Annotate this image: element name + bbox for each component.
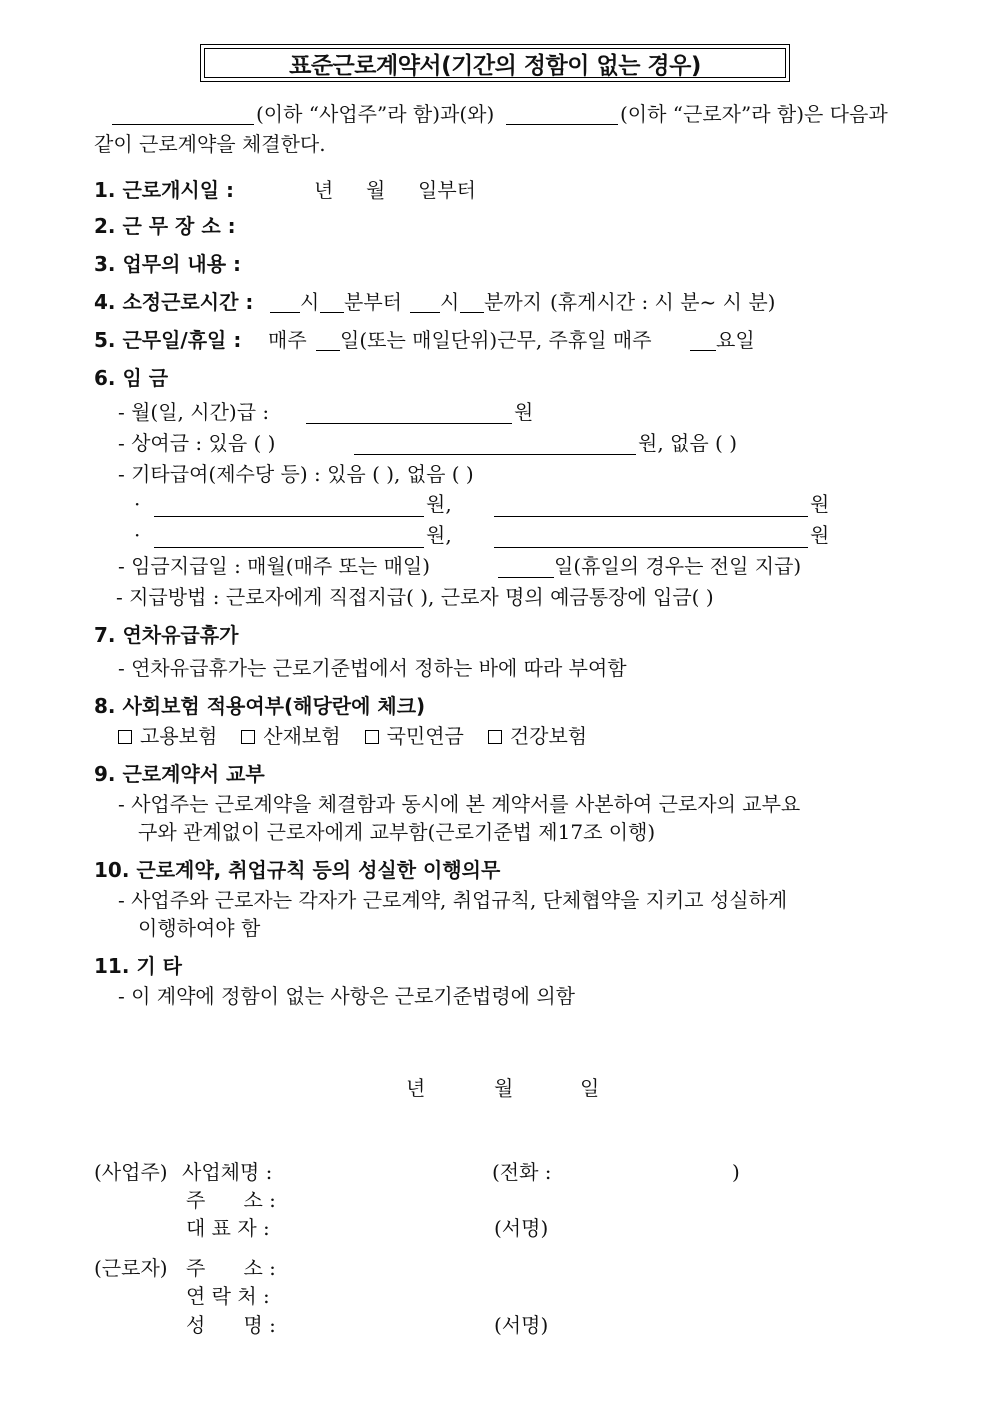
- item10-text1: - 사업주와 근로자는 각자가 근로계약, 취업규칙, 단체협약을 지키고 성실하게: [118, 888, 788, 912]
- item11-text: - 이 계약에 정함이 없는 사항은 근로기준법령에 의함: [118, 984, 575, 1008]
- item1-month: 월: [366, 178, 386, 202]
- other-item1-blank[interactable]: [154, 516, 424, 517]
- document-title: 표준근로계약서(기간의 정함이 없는 경우): [204, 48, 786, 78]
- start-hour-blank[interactable]: [270, 312, 300, 313]
- item7-text: - 연차유급휴가는 근로기준법에서 정하는 바에 따라 부여함: [118, 656, 627, 680]
- monthly-wage-won: 원: [514, 400, 534, 424]
- item5-text1: 매주: [268, 328, 307, 352]
- worker-contact-label: 연 락 처 :: [186, 1284, 270, 1308]
- accident-insurance-label: 산재보험: [263, 724, 341, 748]
- start-min-blank[interactable]: [320, 312, 344, 313]
- payday-text: 일(휴일의 경우는 전일 지급): [554, 554, 802, 578]
- item8-label: 8. 사회보험 적용여부(해당란에 체크): [94, 694, 426, 718]
- intro-part2: (이하 “근로자”라 함)은 다음과: [620, 102, 888, 126]
- worker-name-blank[interactable]: [506, 124, 618, 125]
- item1-day: 일부터: [418, 178, 476, 202]
- other-pay-label: - 기타급여(제수당 등) : 있음 ( ), 없음 ( ): [118, 462, 474, 486]
- intro-part1: (이하 “사업주”라 함)과(와): [256, 102, 495, 126]
- end-hour-blank[interactable]: [410, 312, 440, 313]
- employment-insurance-label: 고용보험: [140, 724, 218, 748]
- worker-address-label: 주 소 :: [186, 1256, 276, 1280]
- bonus-blank[interactable]: [354, 454, 636, 455]
- bonus-label: - 상여금 : 있음 ( ): [118, 431, 276, 455]
- other-bullet-1: ·: [134, 492, 141, 516]
- item4-si2: 시: [440, 290, 460, 314]
- health-insurance-option[interactable]: [488, 724, 587, 748]
- item4-si1: 시: [300, 290, 320, 314]
- payday-blank[interactable]: [498, 577, 554, 578]
- date-year: 년: [406, 1076, 426, 1100]
- employer-company-label: 사업체명 :: [182, 1160, 273, 1184]
- date-month: 월: [494, 1076, 514, 1100]
- item4-bun1: 분부터: [344, 290, 402, 314]
- document-title-box: [200, 44, 790, 82]
- employer-address-label: 주 소 :: [186, 1188, 276, 1212]
- item9-label: 9. 근로계약서 교부: [94, 762, 265, 786]
- payday-label: - 임금지급일 : 매월(매주 또는 매일): [118, 554, 431, 578]
- item4-label: 4. 소정근로시간 :: [94, 290, 254, 314]
- end-min-blank[interactable]: [460, 312, 484, 313]
- item9-text2: 구와 관계없이 근로자에게 교부함(근로기준법 제17조 이행): [138, 820, 656, 844]
- employer-sign[interactable]: (서명): [494, 1216, 549, 1240]
- item2-label: 2. 근 무 장 소 :: [94, 214, 236, 238]
- holiday-blank[interactable]: [690, 350, 716, 351]
- workdays-blank[interactable]: [316, 350, 340, 351]
- employer-phone-label: (전화 :: [492, 1160, 552, 1184]
- item3-label: 3. 업무의 내용 :: [94, 252, 242, 276]
- item1-label: 1. 근로개시일 :: [94, 178, 235, 202]
- worker-sign[interactable]: (서명): [494, 1313, 549, 1337]
- item11-label: 11. 기 타: [94, 954, 182, 978]
- accident-insurance-checkbox[interactable]: [241, 730, 255, 744]
- health-insurance-checkbox[interactable]: [488, 730, 502, 744]
- pay-method: - 지급방법 : 근로자에게 직접지급( ), 근로자 명의 예금통장에 입금( ): [116, 585, 714, 609]
- item6-label: 6. 임 금: [94, 366, 169, 390]
- health-insurance-label: 건강보험: [509, 724, 588, 748]
- date-day: 일: [580, 1076, 600, 1100]
- item10-text2: 이행하여야 함: [138, 916, 261, 940]
- other-item4-blank[interactable]: [494, 547, 808, 548]
- other-item4-won: 원: [810, 523, 830, 547]
- accident-insurance-option[interactable]: [241, 724, 340, 748]
- pension-checkbox[interactable]: [365, 730, 379, 744]
- item7-label: 7. 연차유급휴가: [94, 623, 239, 647]
- pension-label: 국민연금: [386, 724, 464, 748]
- bonus-won: 원, 없음 ( ): [638, 431, 737, 455]
- other-item1-won: 원,: [426, 492, 452, 516]
- employer-rep-label: 대 표 자 :: [186, 1216, 270, 1240]
- employer-name-blank[interactable]: [112, 124, 254, 125]
- monthly-wage-blank[interactable]: [306, 423, 512, 424]
- item5-label: 5. 근무일/휴일 :: [94, 328, 242, 352]
- item1-year: 년: [314, 178, 334, 202]
- employer-phone-close: ): [732, 1160, 740, 1184]
- worker-role: (근로자): [94, 1256, 168, 1280]
- worker-name-label: 성 명 :: [186, 1313, 276, 1337]
- item5-text2: 일(또는 매일단위)근무, 주휴일 매주: [340, 328, 652, 352]
- employer-role: (사업주): [94, 1160, 168, 1184]
- item5-text3: 요일: [716, 328, 755, 352]
- item4-bun2: 분까지: [484, 290, 542, 314]
- pension-option[interactable]: [365, 724, 464, 748]
- insurance-options: [118, 726, 587, 746]
- other-bullet-2: ·: [134, 523, 141, 547]
- item4-break: (휴게시간 : 시 분~ 시 분): [550, 290, 776, 314]
- other-item2-blank[interactable]: [494, 516, 808, 517]
- employment-insurance-checkbox[interactable]: [118, 730, 132, 744]
- other-item3-won: 원,: [426, 523, 452, 547]
- item9-text1: - 사업주는 근로계약을 체결함과 동시에 본 계약서를 사본하여 근로자의 교부요: [118, 792, 801, 816]
- other-item3-blank[interactable]: [154, 547, 424, 548]
- employment-insurance-option[interactable]: [118, 724, 217, 748]
- intro-line2: 같이 근로계약을 체결한다.: [94, 132, 326, 156]
- monthly-wage-label: - 월(일, 시간)급 :: [118, 400, 270, 424]
- item10-label: 10. 근로계약, 취업규칙 등의 성실한 이행의무: [94, 858, 501, 882]
- other-item2-won: 원: [810, 492, 830, 516]
